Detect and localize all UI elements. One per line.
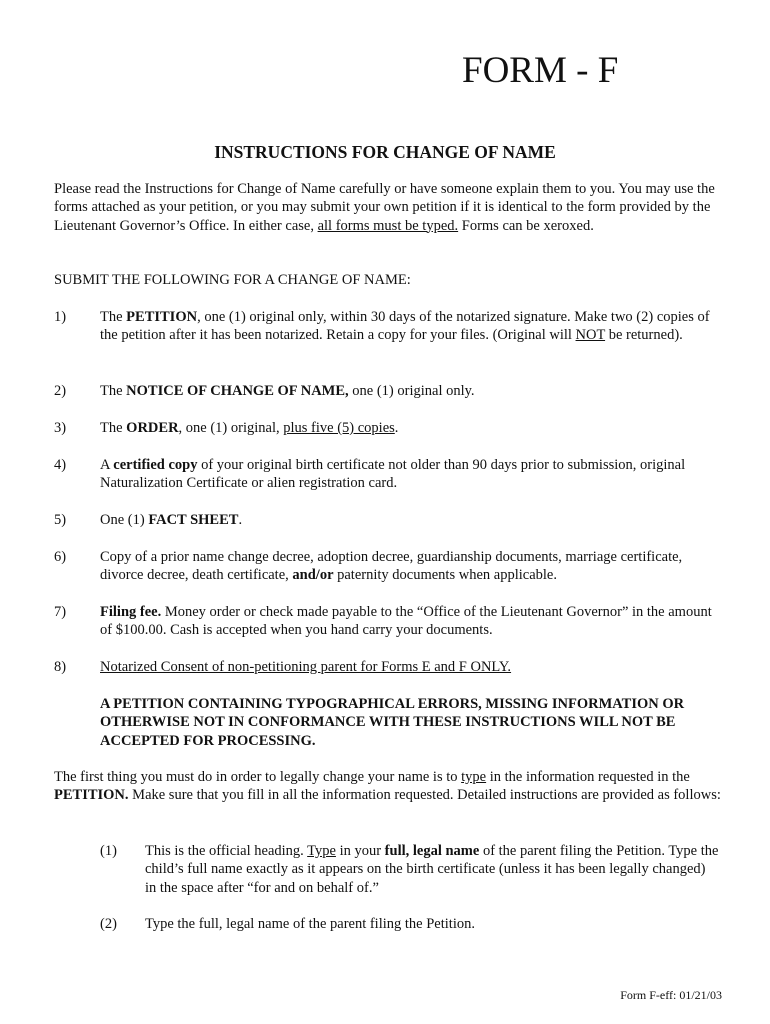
intro-underline: all forms must be typed. xyxy=(317,217,459,234)
warning-notice: A PETITION CONTAINING TYPOGRAPHICAL ERRORS, MISSING INFORMATION OR OTHERWISE NOT IN CONFORMANCE WITH THESE INSTRUCTIONS WILL NOT BE ACCEPTED FOR PROCESSING. xyxy=(100,696,685,749)
item-text-underline: NOT xyxy=(575,327,606,344)
item-text-post: Money order or check made payable to the “Office of the Lieutenant Governor” in the amount of $100.00. Cash is accepted when you hand carry your documents. xyxy=(100,604,712,639)
item-text-post: of your original birth certificate not older than 90 days prior to submission, original Naturalization Certificate or alien registration card. xyxy=(100,457,686,492)
item-number: 1) xyxy=(54,309,67,325)
sub-item-text-pre: Type the full, legal name of the parent filing the Petition. xyxy=(145,916,475,932)
item-text-pre: The xyxy=(100,420,127,436)
item-text-bold: ORDER xyxy=(126,420,179,436)
follow-bold: PETITION. xyxy=(54,787,129,804)
item-text-bold: FACT SHEET xyxy=(148,512,239,528)
item-text xyxy=(100,382,720,400)
item-text xyxy=(100,308,720,345)
item-text xyxy=(100,658,720,676)
item-number: 5) xyxy=(54,512,67,528)
item-text-bold: PETITION xyxy=(126,309,198,325)
item-text-pre: Copy of a prior name change decree, adoption decree, guardianship documents, marriage certificate, divorce decree, death certificate, xyxy=(100,549,683,584)
sub-item-text-bold: full, legal name xyxy=(384,843,480,859)
item-number: 8) xyxy=(54,659,67,675)
item-text-pre: The xyxy=(100,383,127,399)
intro-text-end: Forms can be xeroxed. xyxy=(458,217,594,234)
item-text-bold: certified copy xyxy=(113,457,198,473)
item-text xyxy=(100,456,720,493)
item-text xyxy=(100,511,720,529)
follow-text-mid: in the information requested in the xyxy=(486,769,690,785)
item-text-post: . xyxy=(238,512,243,528)
sub-item-text-pre: This is the official heading. xyxy=(145,843,308,859)
item-text-underline: Notarized Consent of non-petitioning parent for Forms E and F ONLY. xyxy=(100,659,512,675)
item-text-pre: The xyxy=(100,309,127,325)
item-text-post: one (1) original only. xyxy=(348,383,475,399)
item-text xyxy=(100,548,720,585)
item-text-underline: plus five (5) copies xyxy=(283,420,395,436)
item-number: 4) xyxy=(54,457,67,473)
sub-item-text xyxy=(145,842,720,897)
item-text-bold: Filing fee. xyxy=(100,604,162,620)
item-text-bold: and/or xyxy=(292,567,334,584)
sub-item-number: (2) xyxy=(100,916,117,932)
follow-text-end: Make sure that you fill in all the information requested. Detailed instructions are provided as follows: xyxy=(128,787,721,804)
form-footer: Form F-eff: 01/21/03 xyxy=(620,988,722,1002)
item-text-post: . xyxy=(394,420,399,436)
item-number: 6) xyxy=(54,549,67,565)
item-text xyxy=(100,603,720,640)
item-text-post: be returned). xyxy=(605,327,683,344)
item-number: 2) xyxy=(54,383,67,399)
follow-underline: type xyxy=(461,769,487,785)
follow-text: The first thing you must do in order to legally change your name is to xyxy=(54,769,462,785)
item-text xyxy=(100,419,720,437)
sub-item-text-post: of the parent filing the Petition. Type the child’s full name exactly as it appears on the birth certificate (unless it has been legally changed) in the space after “for and on behalf of.” xyxy=(145,843,719,896)
instructions-heading: INSTRUCTIONS FOR CHANGE OF NAME xyxy=(214,142,556,162)
sub-item-text-mid: in your xyxy=(335,843,385,859)
submit-heading: SUBMIT THE FOLLOWING FOR A CHANGE OF NAME: xyxy=(54,272,411,288)
follow-paragraph xyxy=(54,768,726,805)
sub-item-number: (1) xyxy=(100,843,117,859)
item-text-pre: One (1) xyxy=(100,512,149,528)
item-text-bold: NOTICE OF CHANGE OF NAME, xyxy=(126,383,349,399)
item-text-pre: A xyxy=(100,457,114,473)
sub-item-text-underline: Type xyxy=(307,843,336,859)
item-text-mid: , one (1) original only, within 30 days of the notarized signature. Make two (2) copies of the petition after it has been notarized. Retain a copy for your files. (Original will xyxy=(100,309,710,344)
item-number: 3) xyxy=(54,420,67,436)
sub-item-text xyxy=(145,915,720,933)
intro-paragraph xyxy=(54,180,726,235)
intro-text: Please read the Instructions for Change of Name carefully or have someone explain them to you. You may use the forms attached as your petition, or you may submit your own petition if it is identical to the form provided by the Lieutenant Governor’s Office. In either case, xyxy=(54,181,715,234)
item-number: 7) xyxy=(54,604,67,620)
item-text-mid: , one (1) original, xyxy=(178,420,284,436)
form-title: FORM - F xyxy=(462,50,619,91)
item-text-post: paternity documents when applicable. xyxy=(333,567,557,584)
